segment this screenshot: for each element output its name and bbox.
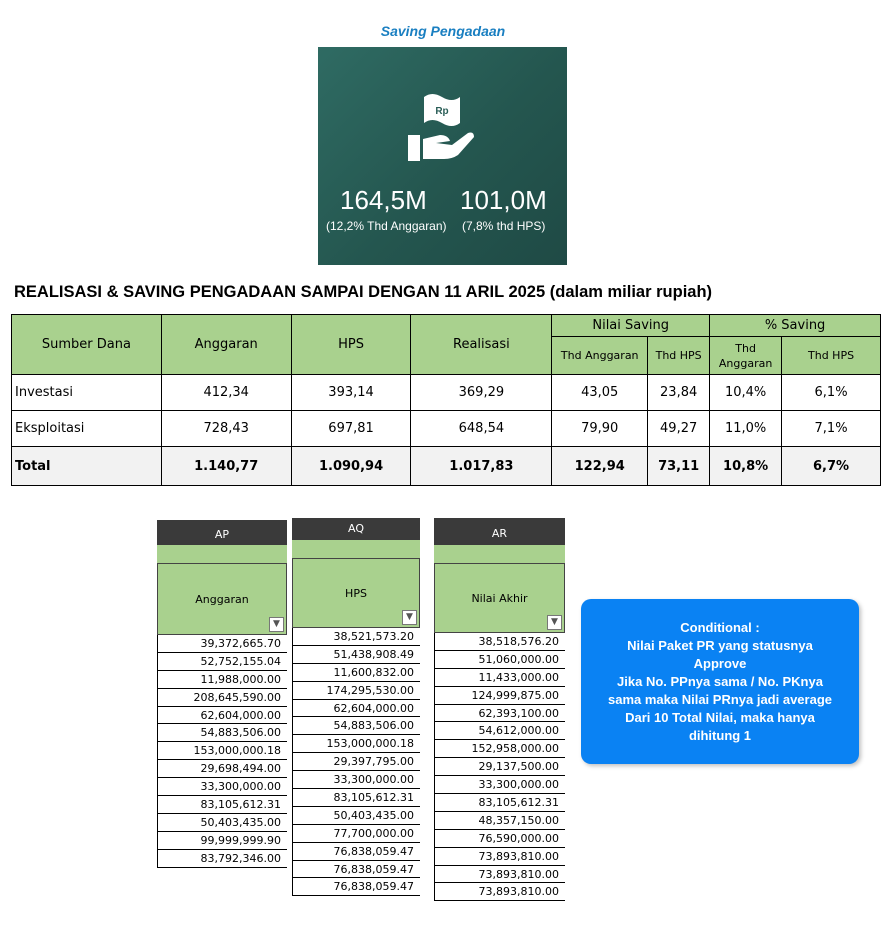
table-total-row	[12, 447, 881, 486]
column-header-label: Nilai Akhir	[471, 592, 528, 605]
header-pct-saving: % Saving	[710, 315, 881, 337]
spreadsheet-cell[interactable]: 174,295,530.00	[292, 682, 420, 700]
spreadsheet-cell[interactable]: 153,000,000.18	[157, 742, 287, 760]
filter-dropdown-icon[interactable]: ▼	[269, 617, 284, 632]
spreadsheet-cell[interactable]: 62,393,100.00	[434, 705, 565, 723]
row-anggaran: 412,34	[161, 375, 291, 411]
header-band	[157, 545, 287, 563]
spreadsheet-cell[interactable]: 54,883,506.00	[157, 724, 287, 742]
spreadsheet-cell[interactable]: 99,999,999.90	[157, 832, 287, 850]
row-realisasi: 1.017,83	[411, 447, 552, 486]
column-letter[interactable]: AP	[157, 520, 287, 545]
spreadsheet-cell[interactable]: 11,433,000.00	[434, 669, 565, 687]
column-header-label: Anggaran	[195, 593, 249, 606]
saving-card	[318, 47, 567, 265]
spreadsheet-cell[interactable]: 11,988,000.00	[157, 671, 287, 689]
report-heading: REALISASI & SAVING PENGADAAN SAMPAI DENGAN 11 ARIL 2025 (dalam miliar rupiah)	[14, 283, 713, 301]
column-header	[157, 563, 287, 635]
spreadsheet-cell[interactable]: 83,105,612.31	[157, 796, 287, 814]
row-saving-anggaran: 43,05	[552, 375, 648, 411]
spreadsheet-cell[interactable]: 11,600,832.00	[292, 664, 420, 682]
spreadsheet-cell[interactable]: 51,438,908.49	[292, 646, 420, 664]
spreadsheet-cell[interactable]: 83,792,346.00	[157, 850, 287, 868]
spreadsheet-cell[interactable]: 77,700,000.00	[292, 825, 420, 843]
note-line: Jika No. PPnya sama / No. PKnya	[617, 674, 823, 689]
row-saving-anggaran: 122,94	[552, 447, 648, 486]
header-pct-thd-hps: Thd HPS	[782, 337, 881, 375]
note-line: Dari 10 Total Nilai, maka hanya	[625, 710, 815, 725]
row-realisasi: 369,29	[411, 375, 552, 411]
spreadsheet-cell[interactable]: 33,300,000.00	[434, 776, 565, 794]
spreadsheet-cell[interactable]: 29,698,494.00	[157, 760, 287, 778]
spreadsheet-cell[interactable]: 54,612,000.00	[434, 722, 565, 740]
header-hps: HPS	[291, 315, 411, 375]
spreadsheet-cell[interactable]: 29,397,795.00	[292, 753, 420, 771]
spreadsheet-cell[interactable]: 52,752,155.04	[157, 653, 287, 671]
spreadsheet-cell[interactable]: 62,604,000.00	[157, 707, 287, 725]
column-header-label: HPS	[345, 587, 367, 600]
spreadsheet-cell[interactable]: 73,893,810.00	[434, 848, 565, 866]
spreadsheet-cell[interactable]: 83,105,612.31	[434, 794, 565, 812]
spreadsheet-cell[interactable]: 76,838,059.47	[292, 878, 420, 896]
card-title: Saving Pengadaan	[380, 23, 506, 39]
column-header	[292, 558, 420, 628]
row-saving-anggaran: 79,90	[552, 411, 648, 447]
header-anggaran: Anggaran	[161, 315, 291, 375]
excel-column-aq	[292, 518, 420, 896]
row-pct-anggaran: 11,0%	[710, 411, 782, 447]
header-band	[434, 545, 565, 563]
header-saving-thd-hps: Thd HPS	[648, 337, 710, 375]
spreadsheet-cell[interactable]: 62,604,000.00	[292, 700, 420, 718]
row-saving-hps: 49,27	[648, 411, 710, 447]
row-sumber: Total	[12, 447, 162, 486]
header-realisasi: Realisasi	[411, 315, 552, 375]
spreadsheet-cell[interactable]: 76,838,059.47	[292, 861, 420, 879]
row-pct-hps: 6,7%	[782, 447, 881, 486]
spreadsheet-cell[interactable]: 73,893,810.00	[434, 883, 565, 901]
table-row	[12, 375, 881, 411]
note-line: Approve	[693, 656, 747, 671]
money-hand-icon	[402, 87, 482, 167]
note-line: Nilai Paket PR yang statusnya	[627, 638, 813, 653]
filter-dropdown-icon[interactable]: ▼	[402, 610, 417, 625]
spreadsheet-cell[interactable]: 51,060,000.00	[434, 651, 565, 669]
spreadsheet-cell[interactable]: 33,300,000.00	[157, 778, 287, 796]
row-realisasi: 648,54	[411, 411, 552, 447]
column-letter[interactable]: AQ	[292, 518, 420, 540]
row-pct-anggaran: 10,8%	[710, 447, 782, 486]
row-saving-hps: 73,11	[648, 447, 710, 486]
spreadsheet-cell[interactable]: 76,838,059.47	[292, 843, 420, 861]
spreadsheet-cell[interactable]: 38,518,576.20	[434, 633, 565, 651]
row-sumber: Investasi	[12, 375, 162, 411]
conditional-note	[581, 599, 859, 764]
spreadsheet-cell[interactable]: 50,403,435.00	[292, 807, 420, 825]
row-pct-anggaran: 10,4%	[710, 375, 782, 411]
column-header	[434, 563, 565, 633]
row-anggaran: 728,43	[161, 411, 291, 447]
excel-column-ap	[157, 520, 287, 868]
spreadsheet-cell[interactable]: 83,105,612.31	[292, 789, 420, 807]
header-sumber-dana: Sumber Dana	[12, 315, 162, 375]
row-hps: 393,14	[291, 375, 411, 411]
row-hps: 1.090,94	[291, 447, 411, 486]
header-band	[292, 540, 420, 558]
filter-dropdown-icon[interactable]: ▼	[547, 615, 562, 630]
spreadsheet-cell[interactable]: 152,958,000.00	[434, 740, 565, 758]
spreadsheet-cell[interactable]: 73,893,810.00	[434, 866, 565, 884]
header-saving-thd-anggaran: Thd Anggaran	[552, 337, 648, 375]
spreadsheet-cell[interactable]: 29,137,500.00	[434, 758, 565, 776]
note-line: dihitung 1	[688, 728, 752, 743]
row-pct-hps: 7,1%	[782, 411, 881, 447]
row-hps: 697,81	[291, 411, 411, 447]
realisasi-saving-table	[11, 314, 881, 486]
spreadsheet-cell[interactable]: 48,357,150.00	[434, 812, 565, 830]
column-letter[interactable]: AR	[434, 518, 565, 545]
spreadsheet-cell[interactable]: 124,999,875.00	[434, 687, 565, 705]
saving-hps-subtitle: (7,8% thd HPS)	[462, 219, 546, 233]
saving-anggaran-value: 164,5M	[340, 185, 427, 215]
spreadsheet-cell[interactable]: 54,883,506.00	[292, 717, 420, 735]
spreadsheet-cell[interactable]: 38,521,573.20	[292, 628, 420, 646]
spreadsheet-cell[interactable]: 33,300,000.00	[292, 771, 420, 789]
header-pct-thd-anggaran: Thd Anggaran	[710, 337, 782, 375]
note-line: sama maka Nilai PRnya jadi average	[607, 692, 832, 707]
spreadsheet-cell[interactable]: 76,590,000.00	[434, 830, 565, 848]
saving-anggaran-subtitle: (12,2% Thd Anggaran)	[326, 219, 447, 233]
excel-column-ar	[434, 518, 565, 901]
row-sumber: Eksploitasi	[12, 411, 162, 447]
card-icon-text: Rp	[435, 106, 449, 117]
spreadsheet-cell[interactable]: 153,000,000.18	[292, 735, 420, 753]
row-saving-hps: 23,84	[648, 375, 710, 411]
spreadsheet-cell[interactable]: 39,372,665.70	[157, 635, 287, 653]
row-anggaran: 1.140,77	[161, 447, 291, 486]
spreadsheet-cell[interactable]: 208,645,590.00	[157, 689, 287, 707]
saving-hps-value: 101,0M	[460, 185, 547, 215]
table-row	[12, 411, 881, 447]
spreadsheet-cell[interactable]: 50,403,435.00	[157, 814, 287, 832]
note-line: Conditional :	[680, 620, 760, 635]
row-pct-hps: 6,1%	[782, 375, 881, 411]
header-nilai-saving: Nilai Saving	[552, 315, 710, 337]
